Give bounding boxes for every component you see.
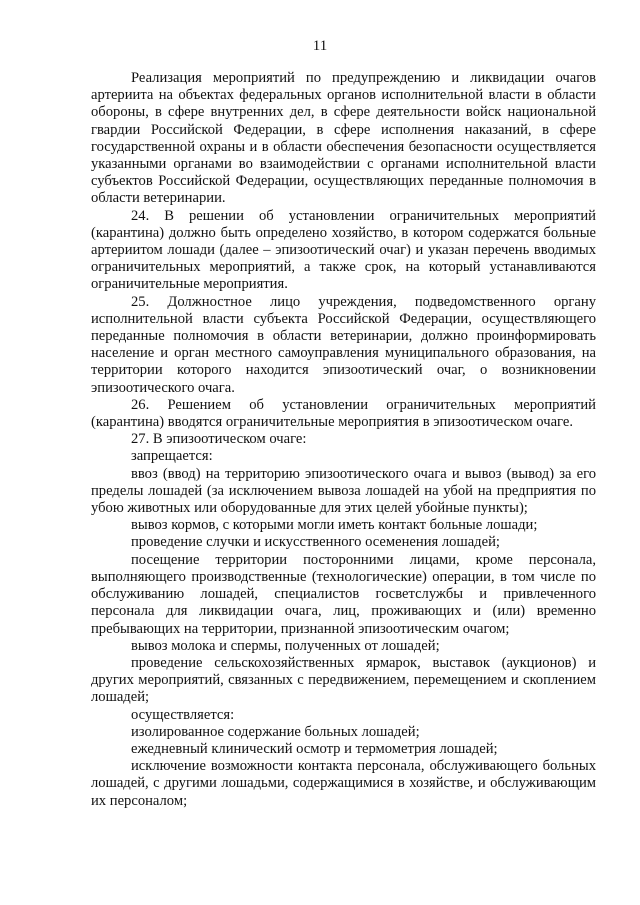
paragraph-25: 25. Должностное лицо учреждения, подведомственного органу исполнительной власти субъекта Российской Федерации, осуществляющего переданные полномочия в области ветеринарии, должно проинформировать население и орган местного самоуправления муниципального образования, на территории которого находится эпизоотический очаг, о возникновении эпизоотического очага. [91,293,596,396]
page-number: 11 [312,38,328,54]
list-item: проведение сельскохозяйственных ярмарок, выставок (аукционов) и других мероприятий, связанных с передвижением, перемещением и скоплением лошадей; [91,654,596,706]
paragraph-27: 27. В эпизоотическом очаге: [131,431,307,448]
list-item: ввоз (ввод) на территорию эпизоотического очага и вывоз (вывод) за его пределы лошадей (за исключением вывоза лошадей на убой на предприятия по убою животных или оборудованные для этих целей убойные пункты); [91,465,596,517]
paragraph-intro: Реализация мероприятий по предупреждению и ликвидации очагов артериита на объектах федеральных органов исполнительной власти в области обороны, в сфере внутренних дел, в сфере деятельности войск национальной гвардии Российской Федерации, в сфере исполнения наказаний, в сфере государственной охраны и в области обеспечения безопасности осуществляется указанными органами во взаимодействии с органами исполнительной власти субъектов Российской Федерации, осуществляющих переданные полномочия в области ветеринарии. [91,70,596,207]
list-item: ежедневный клинический осмотр и термометрия лошадей; [131,740,498,757]
paragraph-24: 24. В решении об установлении ограничительных мероприятий (карантина) должно быть определено хозяйство, в котором содержатся больные артериитом лошади (далее – эпизоотический очаг) и указан перечень вводимых ограничительных мероприятий, а также срок, на который устанавливаются ограничительные мероприятия. [91,207,596,293]
document-body [91,70,596,810]
list-item: проведение случки и искусственного осеменения лошадей; [131,534,500,551]
list-item: вывоз кормов, с которыми могли иметь контакт больные лошади; [131,517,538,534]
list-item: изолированное содержание больных лошадей; [131,723,420,740]
prohibited-heading: запрещается: [131,448,213,465]
list-item: исключение возможности контакта персонала, обслуживающего больных лошадей, с другими лошадьми, содержащимися в хозяйстве, и обслуживающим их персоналом; [91,758,596,809]
list-item: посещение территории посторонними лицами, кроме персонала, выполняющего производственные (технологические) операции, в том числе по обслуживанию лошадей, специалистов госветслужбы и привлеченного персонала для ликвидации очага, лиц, проживающих и (или) временно пребывающих на территории, признанной эпизоотическим очагом; [91,551,596,637]
carried-out-heading: осуществляется: [131,706,235,723]
paragraph-26: 26. Решением об установлении ограничительных мероприятий (карантина) вводятся ограничительные мероприятия в эпизоотическом очаге. [91,396,596,431]
list-item: вывоз молока и спермы, полученных от лошадей; [131,637,440,654]
